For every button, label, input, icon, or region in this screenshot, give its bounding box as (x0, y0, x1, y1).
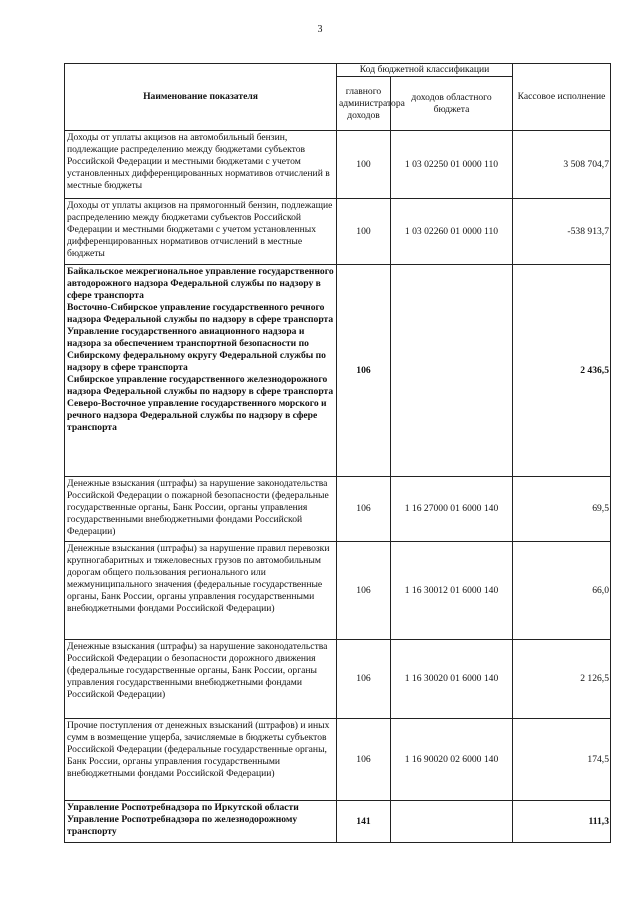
budget-table (64, 63, 611, 843)
agency-name: Управление Роспотребнадзора по железнодорожному транспорту (67, 814, 298, 837)
row-admin: 106 (337, 477, 391, 542)
row-name: Денежные взыскания (штрафы) за нарушение законодательства Российской Федерации о безопасности дорожного движения (федеральные государственные органы, Банк России, органы управления государственными внебюджетными фондами Российской Федерации) (65, 640, 337, 719)
row-code (391, 801, 513, 843)
header-income: доходов областного бюджета (391, 77, 513, 131)
row-amount: 3 508 704,7 (513, 131, 611, 199)
row-code: 1 16 30020 01 6000 140 (391, 640, 513, 719)
agency-name: Байкальское межрегиональное управление государственного автодорожного надзора Федеральной службы по надзору в сфере транспорта (67, 266, 334, 301)
row-amount: 2 126,5 (513, 640, 611, 719)
row-name: Денежные взыскания (штрафы) за нарушение законодательства Российской Федерации о пожарной безопасности (федеральные государственные органы, Банк России, органы управления государственными внебюджетными фондами Российской Федерации) (65, 477, 337, 542)
row-admin: 141 (337, 801, 391, 843)
row-admin: 100 (337, 199, 391, 265)
row-amount: 111,3 (513, 801, 611, 843)
table-row (65, 542, 611, 640)
row-code: 1 16 30012 01 6000 140 (391, 542, 513, 640)
row-amount: 69,5 (513, 477, 611, 542)
row-name: Доходы от уплаты акцизов на прямогонный бензин, подлежащие распределению между бюджетами субъектов Российской Федерации и местными бюджетами с учетом установленных дифференцированных нормативов отчислений в местные бюджеты (65, 199, 337, 265)
row-amount: 174,5 (513, 719, 611, 801)
agency-name: Восточно-Сибирское управление государственного речного надзора Федеральной службы по надзору в сфере транспорта (67, 302, 334, 325)
row-code (391, 265, 513, 477)
row-name: Денежные взыскания (штрафы) за нарушение правил перевозки крупногабаритных и тяжеловесных грузов по автомобильным дорогам общего пользования регионального или межмуниципального значения (федеральные государственные органы, Банк России, органы управления государственными внебюджетными фондами Российской Федерации) (65, 542, 337, 640)
row-code: 1 16 27000 01 6000 140 (391, 477, 513, 542)
row-code: 1 03 02260 01 0000 110 (391, 199, 513, 265)
table-row (65, 265, 611, 477)
agency-name: Управление государственного авиационного надзора и надзора за обеспечением транспортной безопасности по Сибирскому федеральному округу Федеральной службы по надзору в сфере транспорта (67, 326, 326, 373)
header-admin: главного администратора доходов (337, 77, 391, 131)
row-admin: 106 (337, 719, 391, 801)
row-name (65, 265, 337, 477)
table-row (65, 477, 611, 542)
row-admin: 106 (337, 542, 391, 640)
row-code: 1 03 02250 01 0000 110 (391, 131, 513, 199)
row-amount: -538 913,7 (513, 199, 611, 265)
agency-name: Сибирское управление государственного железнодорожного надзора Федеральной службы по надзору в сфере транспорта (67, 374, 334, 397)
agency-name: Управление Роспотребнадзора по Иркутской области (67, 802, 299, 813)
row-name (65, 801, 337, 843)
row-name: Доходы от уплаты акцизов на автомобильный бензин, подлежащие распределению между бюджетами субъектов Российской Федерации и местными бюджетами с учетом установленных дифференцированных нормативов отчислений в местные бюджеты (65, 131, 337, 199)
row-amount: 66,0 (513, 542, 611, 640)
page-number: 3 (317, 24, 323, 35)
table-row (65, 640, 611, 719)
row-admin: 106 (337, 265, 391, 477)
row-code: 1 16 90020 02 6000 140 (391, 719, 513, 801)
row-admin: 100 (337, 131, 391, 199)
table-row (65, 801, 611, 843)
table-row (65, 131, 611, 199)
agency-name: Северо-Восточное управление государственного морского и речного надзора Федеральной службы по надзору в сфере транспорта (67, 398, 327, 433)
header-name: Наименование показателя (65, 64, 337, 131)
row-name: Прочие поступления от денежных взысканий (штрафов) и иных сумм в возмещение ущерба, зачисляемые в бюджеты субъектов Российской Федерации (федеральные государственные органы, Банк России, органы управления государственными внебюджетными фондами Российской Федерации) (65, 719, 337, 801)
header-execution: Кассовое исполнение (513, 64, 611, 131)
row-admin: 106 (337, 640, 391, 719)
header-code-group: Код бюджетной классификации (337, 64, 513, 77)
table-row (65, 719, 611, 801)
table-row (65, 199, 611, 265)
row-amount: 2 436,5 (513, 265, 611, 477)
